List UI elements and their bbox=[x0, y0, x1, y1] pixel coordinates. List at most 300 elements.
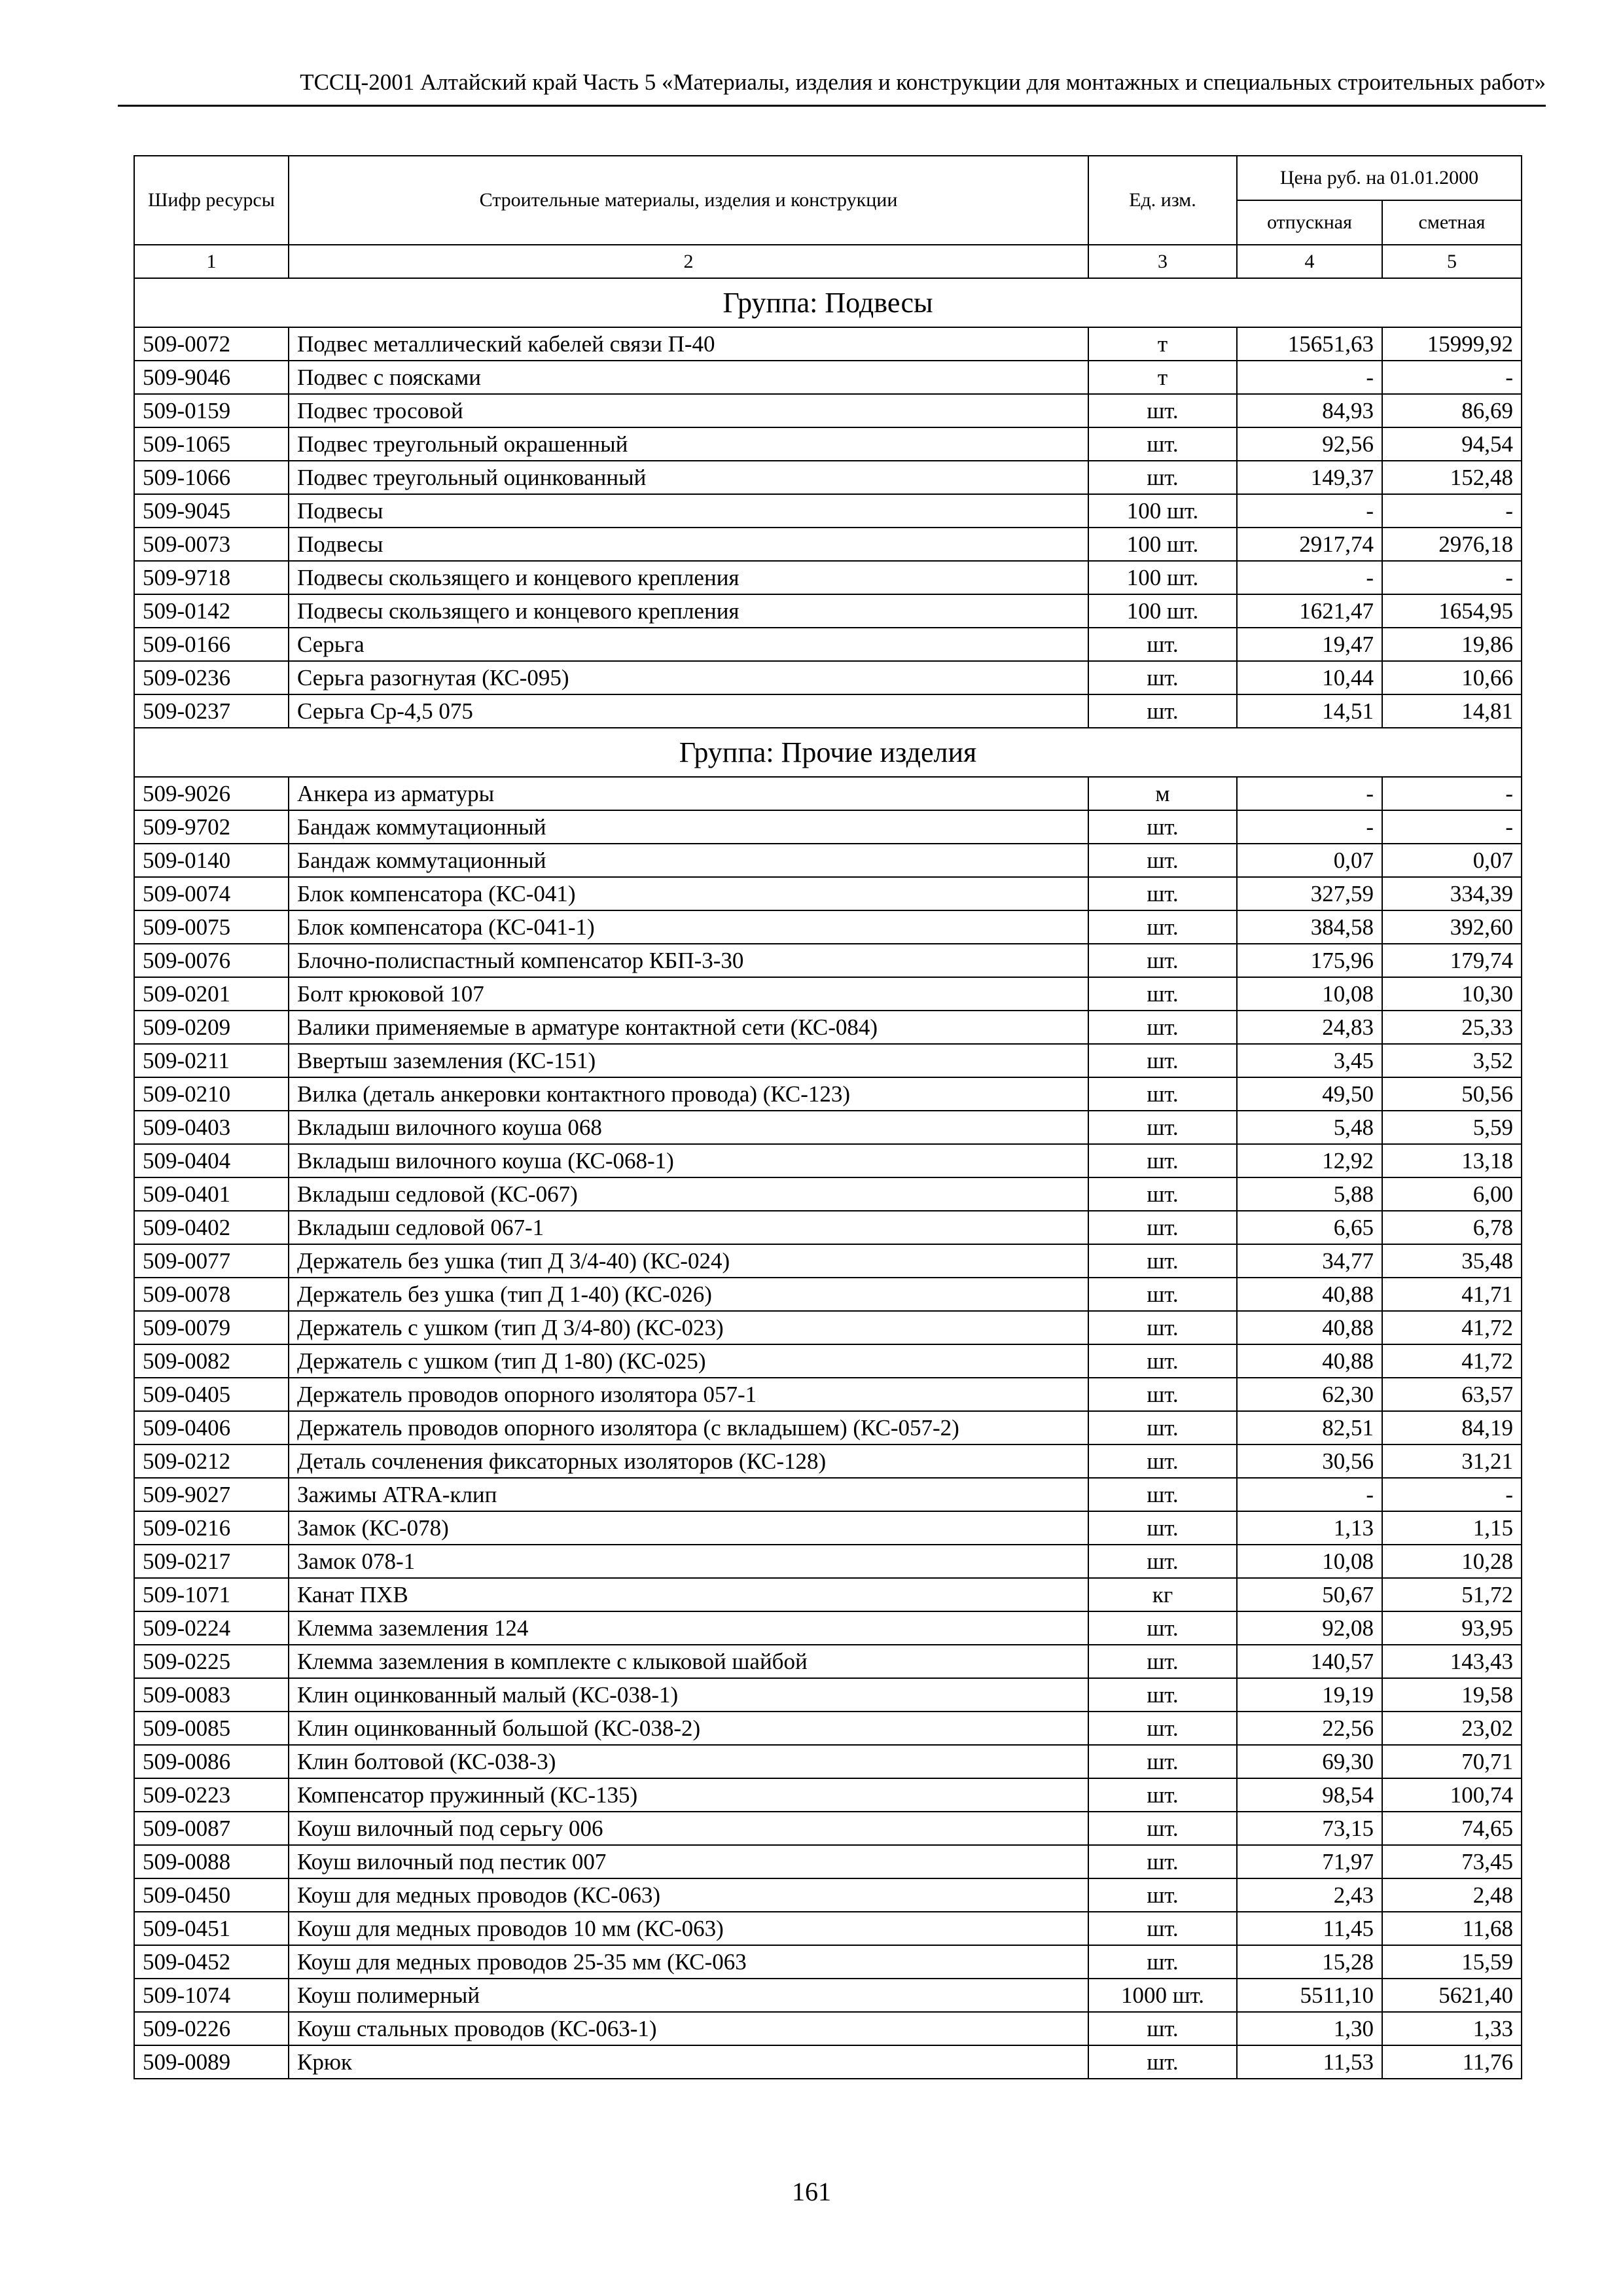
row-code: 509-0211 bbox=[134, 1044, 289, 1077]
row-estimate-price: 15999,92 bbox=[1382, 327, 1522, 361]
row-unit: 100 шт. bbox=[1088, 528, 1237, 561]
row-name: Подвес металлический кабелей связи П-40 bbox=[289, 327, 1088, 361]
row-unit: шт. bbox=[1088, 1177, 1237, 1211]
table-row bbox=[134, 1478, 1522, 1511]
row-estimate-price: 152,48 bbox=[1382, 461, 1522, 494]
row-code: 509-0404 bbox=[134, 1144, 289, 1177]
table-row bbox=[134, 561, 1522, 594]
table-row bbox=[134, 1678, 1522, 1712]
row-estimate-price: 51,72 bbox=[1382, 1578, 1522, 1611]
row-estimate-price: 73,45 bbox=[1382, 1845, 1522, 1878]
row-code: 509-0083 bbox=[134, 1678, 289, 1712]
row-release-price: - bbox=[1237, 494, 1382, 528]
row-estimate-price: 334,39 bbox=[1382, 877, 1522, 910]
row-name: Вкладыш седловой 067-1 bbox=[289, 1211, 1088, 1244]
row-name: Коуш стальных проводов (КС-063-1) bbox=[289, 2012, 1088, 2045]
row-name: Коуш вилочный под серьгу 006 bbox=[289, 1812, 1088, 1845]
table-row bbox=[134, 1177, 1522, 1211]
table-row bbox=[134, 494, 1522, 528]
row-estimate-price: 1654,95 bbox=[1382, 594, 1522, 628]
row-code: 509-0405 bbox=[134, 1378, 289, 1411]
column-number: 1 bbox=[134, 245, 289, 278]
row-unit: шт. bbox=[1088, 910, 1237, 944]
row-release-price: 92,08 bbox=[1237, 1611, 1382, 1645]
table-row bbox=[134, 1044, 1522, 1077]
row-release-price: 11,53 bbox=[1237, 2045, 1382, 2079]
col-code-header: Шифр ресурсы bbox=[134, 156, 289, 245]
row-code: 509-0225 bbox=[134, 1645, 289, 1678]
row-release-price: 175,96 bbox=[1237, 944, 1382, 977]
row-name: Подвесы скользящего и концевого крепления bbox=[289, 594, 1088, 628]
table-row bbox=[134, 628, 1522, 661]
row-unit: шт. bbox=[1088, 944, 1237, 977]
row-release-price: 10,08 bbox=[1237, 1545, 1382, 1578]
row-unit: м bbox=[1088, 777, 1237, 810]
row-name: Держатель с ушком (тип Д 3/4-80) (КС-023) bbox=[289, 1311, 1088, 1344]
row-release-price: - bbox=[1237, 810, 1382, 844]
row-code: 509-0085 bbox=[134, 1712, 289, 1745]
row-code: 509-0237 bbox=[134, 694, 289, 728]
row-unit: шт. bbox=[1088, 1378, 1237, 1411]
row-name: Подвес треугольный окрашенный bbox=[289, 427, 1088, 461]
row-release-price: 50,67 bbox=[1237, 1578, 1382, 1611]
row-release-price: 1,30 bbox=[1237, 2012, 1382, 2045]
row-release-price: 62,30 bbox=[1237, 1378, 1382, 1411]
table-row bbox=[134, 944, 1522, 977]
row-estimate-price: - bbox=[1382, 1478, 1522, 1511]
row-code: 509-9702 bbox=[134, 810, 289, 844]
row-release-price: 0,07 bbox=[1237, 844, 1382, 877]
row-code: 509-0140 bbox=[134, 844, 289, 877]
row-name: Деталь сочленения фиксаторных изоляторов (КС-128) bbox=[289, 1444, 1088, 1478]
row-estimate-price: 11,76 bbox=[1382, 2045, 1522, 2079]
row-estimate-price: 11,68 bbox=[1382, 1912, 1522, 1945]
row-unit: шт. bbox=[1088, 1478, 1237, 1511]
row-code: 509-0210 bbox=[134, 1077, 289, 1111]
row-unit: шт. bbox=[1088, 977, 1237, 1011]
row-code: 509-1074 bbox=[134, 1979, 289, 2012]
group-header-row bbox=[134, 728, 1522, 777]
col-name-header: Строительные материалы, изделия и конструкции bbox=[289, 156, 1088, 245]
row-name: Анкера из арматуры bbox=[289, 777, 1088, 810]
row-estimate-price: - bbox=[1382, 494, 1522, 528]
row-name: Валики применяемые в арматуре контактной сети (КС-084) bbox=[289, 1011, 1088, 1044]
row-code: 509-0401 bbox=[134, 1177, 289, 1211]
table-row bbox=[134, 1712, 1522, 1745]
table-row bbox=[134, 1778, 1522, 1812]
row-code: 509-0452 bbox=[134, 1945, 289, 1979]
table-row bbox=[134, 1444, 1522, 1478]
row-estimate-price: 2976,18 bbox=[1382, 528, 1522, 561]
row-unit: шт. bbox=[1088, 1344, 1237, 1378]
column-number: 4 bbox=[1237, 245, 1382, 278]
table-row bbox=[134, 1645, 1522, 1678]
row-estimate-price: 31,21 bbox=[1382, 1444, 1522, 1478]
row-release-price: 92,56 bbox=[1237, 427, 1382, 461]
row-release-price: 24,83 bbox=[1237, 1011, 1382, 1044]
row-name: Подвесы bbox=[289, 528, 1088, 561]
table-row bbox=[134, 810, 1522, 844]
row-name: Клемма заземления в комплекте с клыковой шайбой bbox=[289, 1645, 1088, 1678]
row-name: Серьга bbox=[289, 628, 1088, 661]
row-release-price: 1621,47 bbox=[1237, 594, 1382, 628]
row-release-price: 3,45 bbox=[1237, 1044, 1382, 1077]
row-code: 509-0212 bbox=[134, 1444, 289, 1478]
row-name: Коуш для медных проводов (КС-063) bbox=[289, 1878, 1088, 1912]
row-estimate-price: 23,02 bbox=[1382, 1712, 1522, 1745]
row-release-price: 1,13 bbox=[1237, 1511, 1382, 1545]
table-row bbox=[134, 461, 1522, 494]
row-code: 509-0450 bbox=[134, 1878, 289, 1912]
row-estimate-price: - bbox=[1382, 361, 1522, 394]
table-row bbox=[134, 694, 1522, 728]
row-name: Держатель проводов опорного изолятора 057-1 bbox=[289, 1378, 1088, 1411]
row-name: Коуш полимерный bbox=[289, 1979, 1088, 2012]
row-name: Клемма заземления 124 bbox=[289, 1611, 1088, 1645]
row-estimate-price: - bbox=[1382, 561, 1522, 594]
row-estimate-price: 41,72 bbox=[1382, 1344, 1522, 1378]
table-row bbox=[134, 361, 1522, 394]
row-estimate-price: 10,66 bbox=[1382, 661, 1522, 694]
row-name: Подвес треугольный оцинкованный bbox=[289, 461, 1088, 494]
row-unit: шт. bbox=[1088, 1878, 1237, 1912]
row-code: 509-0451 bbox=[134, 1912, 289, 1945]
row-release-price: - bbox=[1237, 561, 1382, 594]
row-estimate-price: 19,86 bbox=[1382, 628, 1522, 661]
row-release-price: - bbox=[1237, 1478, 1382, 1511]
row-estimate-price: 74,65 bbox=[1382, 1812, 1522, 1845]
row-release-price: 12,92 bbox=[1237, 1144, 1382, 1177]
row-name: Блок компенсатора (КС-041-1) bbox=[289, 910, 1088, 944]
row-unit: шт. bbox=[1088, 1278, 1237, 1311]
row-unit: шт. bbox=[1088, 1511, 1237, 1545]
row-code: 509-0077 bbox=[134, 1244, 289, 1278]
row-name: Крюк bbox=[289, 2045, 1088, 2079]
row-name: Подвесы bbox=[289, 494, 1088, 528]
price-table bbox=[134, 155, 1522, 2079]
row-name: Клин болтовой (КС-038-3) bbox=[289, 1745, 1088, 1778]
row-name: Зажимы ATRA-клип bbox=[289, 1478, 1088, 1511]
table-row bbox=[134, 1111, 1522, 1144]
row-code: 509-0406 bbox=[134, 1411, 289, 1444]
row-unit: т bbox=[1088, 361, 1237, 394]
row-release-price: 82,51 bbox=[1237, 1411, 1382, 1444]
row-unit: шт. bbox=[1088, 1678, 1237, 1712]
row-estimate-price: 86,69 bbox=[1382, 394, 1522, 427]
row-unit: шт. bbox=[1088, 694, 1237, 728]
row-estimate-price: 2,48 bbox=[1382, 1878, 1522, 1912]
row-unit: шт. bbox=[1088, 810, 1237, 844]
row-estimate-price: 6,00 bbox=[1382, 1177, 1522, 1211]
row-unit: 1000 шт. bbox=[1088, 1979, 1237, 2012]
row-unit: шт. bbox=[1088, 844, 1237, 877]
table-row bbox=[134, 1912, 1522, 1945]
row-unit: шт. bbox=[1088, 461, 1237, 494]
row-name: Клин оцинкованный большой (КС-038-2) bbox=[289, 1712, 1088, 1745]
row-name: Компенсатор пружинный (КС-135) bbox=[289, 1778, 1088, 1812]
table-row bbox=[134, 394, 1522, 427]
row-name: Вкладыш вилочного коуша (КС-068-1) bbox=[289, 1144, 1088, 1177]
row-estimate-price: 14,81 bbox=[1382, 694, 1522, 728]
row-release-price: - bbox=[1237, 777, 1382, 810]
row-release-price: 384,58 bbox=[1237, 910, 1382, 944]
row-code: 509-0224 bbox=[134, 1611, 289, 1645]
row-code: 509-0201 bbox=[134, 977, 289, 1011]
row-unit: шт. bbox=[1088, 1411, 1237, 1444]
row-name: Блок компенсатора (КС-041) bbox=[289, 877, 1088, 910]
row-code: 509-9027 bbox=[134, 1478, 289, 1511]
row-code: 509-0079 bbox=[134, 1311, 289, 1344]
table-row bbox=[134, 1244, 1522, 1278]
table-row bbox=[134, 594, 1522, 628]
row-code: 509-0216 bbox=[134, 1511, 289, 1545]
row-unit: шт. bbox=[1088, 1645, 1237, 1678]
row-unit: шт. bbox=[1088, 1945, 1237, 1979]
row-code: 509-0403 bbox=[134, 1111, 289, 1144]
row-release-price: 5,88 bbox=[1237, 1177, 1382, 1211]
row-unit: шт. bbox=[1088, 1044, 1237, 1077]
row-release-price: 5,48 bbox=[1237, 1111, 1382, 1144]
group-title: Группа: Подвесы bbox=[134, 278, 1522, 327]
row-estimate-price: 0,07 bbox=[1382, 844, 1522, 877]
table-row bbox=[134, 2045, 1522, 2079]
table-row bbox=[134, 1878, 1522, 1912]
row-unit: шт. bbox=[1088, 1745, 1237, 1778]
row-name: Держатель с ушком (тип Д 1-80) (КС-025) bbox=[289, 1344, 1088, 1378]
row-name: Держатель проводов опорного изолятора (с вкладышем) (КС-057-2) bbox=[289, 1411, 1088, 1444]
row-name: Держатель без ушка (тип Д 3/4-40) (КС-024) bbox=[289, 1244, 1088, 1278]
row-estimate-price: 50,56 bbox=[1382, 1077, 1522, 1111]
row-estimate-price: 63,57 bbox=[1382, 1378, 1522, 1411]
row-code: 509-0074 bbox=[134, 877, 289, 910]
row-estimate-price: 392,60 bbox=[1382, 910, 1522, 944]
row-unit: шт. bbox=[1088, 1712, 1237, 1745]
row-name: Держатель без ушка (тип Д 1-40) (КС-026) bbox=[289, 1278, 1088, 1311]
row-release-price: 2,43 bbox=[1237, 1878, 1382, 1912]
row-release-price: 140,57 bbox=[1237, 1645, 1382, 1678]
table-row bbox=[134, 1144, 1522, 1177]
table-row bbox=[134, 877, 1522, 910]
row-release-price: 149,37 bbox=[1237, 461, 1382, 494]
table-row bbox=[134, 528, 1522, 561]
row-code: 509-0159 bbox=[134, 394, 289, 427]
row-estimate-price: 10,30 bbox=[1382, 977, 1522, 1011]
table-row bbox=[134, 910, 1522, 944]
row-name: Вкладыш вилочного коуша 068 bbox=[289, 1111, 1088, 1144]
row-name: Вкладыш седловой (КС-067) bbox=[289, 1177, 1088, 1211]
column-number-row bbox=[134, 245, 1522, 278]
row-estimate-price: 5,59 bbox=[1382, 1111, 1522, 1144]
row-release-price: 327,59 bbox=[1237, 877, 1382, 910]
row-code: 509-1065 bbox=[134, 427, 289, 461]
column-number: 3 bbox=[1088, 245, 1237, 278]
row-unit: шт. bbox=[1088, 1812, 1237, 1845]
col-unit-header: Ед. изм. bbox=[1088, 156, 1237, 245]
row-name: Бандаж коммутационный bbox=[289, 810, 1088, 844]
row-unit: шт. bbox=[1088, 1211, 1237, 1244]
table-row bbox=[134, 1845, 1522, 1878]
col-release-price-header: отпускная bbox=[1237, 200, 1382, 245]
row-code: 509-0402 bbox=[134, 1211, 289, 1244]
row-release-price: 40,88 bbox=[1237, 1278, 1382, 1311]
row-name: Серьга Ср-4,5 075 bbox=[289, 694, 1088, 728]
row-code: 509-0075 bbox=[134, 910, 289, 944]
column-number: 5 bbox=[1382, 245, 1522, 278]
row-unit: 100 шт. bbox=[1088, 561, 1237, 594]
row-release-price: 19,19 bbox=[1237, 1678, 1382, 1712]
table-body bbox=[134, 278, 1522, 2079]
table-row bbox=[134, 1378, 1522, 1411]
table-row bbox=[134, 327, 1522, 361]
row-unit: 100 шт. bbox=[1088, 594, 1237, 628]
page-number: 161 bbox=[792, 2177, 831, 2206]
row-release-price: 19,47 bbox=[1237, 628, 1382, 661]
table-row bbox=[134, 1945, 1522, 1979]
table-row bbox=[134, 1545, 1522, 1578]
row-unit: шт. bbox=[1088, 877, 1237, 910]
row-code: 509-0073 bbox=[134, 528, 289, 561]
row-estimate-price: 94,54 bbox=[1382, 427, 1522, 461]
row-unit: шт. bbox=[1088, 661, 1237, 694]
row-release-price: 40,88 bbox=[1237, 1311, 1382, 1344]
row-code: 509-9046 bbox=[134, 361, 289, 394]
row-code: 509-0223 bbox=[134, 1778, 289, 1812]
row-release-price: 15,28 bbox=[1237, 1945, 1382, 1979]
row-code: 509-9045 bbox=[134, 494, 289, 528]
column-number: 2 bbox=[289, 245, 1088, 278]
table-row bbox=[134, 1278, 1522, 1311]
row-code: 509-0087 bbox=[134, 1812, 289, 1845]
row-release-price: 34,77 bbox=[1237, 1244, 1382, 1278]
row-estimate-price: 100,74 bbox=[1382, 1778, 1522, 1812]
row-name: Коуш для медных проводов 10 мм (КС-063) bbox=[289, 1912, 1088, 1945]
row-release-price: 10,08 bbox=[1237, 977, 1382, 1011]
row-code: 509-0076 bbox=[134, 944, 289, 977]
table-row bbox=[134, 1011, 1522, 1044]
row-name: Болт крюковой 107 bbox=[289, 977, 1088, 1011]
row-code: 509-9718 bbox=[134, 561, 289, 594]
group-title: Группа: Прочие изделия bbox=[134, 728, 1522, 777]
row-unit: шт. bbox=[1088, 1011, 1237, 1044]
row-name: Ввертыш заземления (КС-151) bbox=[289, 1044, 1088, 1077]
row-unit: шт. bbox=[1088, 394, 1237, 427]
table-row bbox=[134, 427, 1522, 461]
row-unit: шт. bbox=[1088, 2045, 1237, 2079]
row-release-price: - bbox=[1237, 361, 1382, 394]
row-code: 509-0088 bbox=[134, 1845, 289, 1878]
row-estimate-price: 70,71 bbox=[1382, 1745, 1522, 1778]
row-release-price: 98,54 bbox=[1237, 1778, 1382, 1812]
row-release-price: 5511,10 bbox=[1237, 1979, 1382, 2012]
row-name: Бандаж коммутационный bbox=[289, 844, 1088, 877]
row-release-price: 84,93 bbox=[1237, 394, 1382, 427]
row-unit: шт. bbox=[1088, 1144, 1237, 1177]
row-unit: 100 шт. bbox=[1088, 494, 1237, 528]
row-release-price: 71,97 bbox=[1237, 1845, 1382, 1878]
row-name: Замок (КС-078) bbox=[289, 1511, 1088, 1545]
row-name: Подвес с поясками bbox=[289, 361, 1088, 394]
row-name: Серьга разогнутая (КС-095) bbox=[289, 661, 1088, 694]
row-name: Подвесы скользящего и концевого крепления bbox=[289, 561, 1088, 594]
row-release-price: 14,51 bbox=[1237, 694, 1382, 728]
group-header-row bbox=[134, 278, 1522, 327]
row-unit: шт. bbox=[1088, 1077, 1237, 1111]
table-row bbox=[134, 1211, 1522, 1244]
row-unit: шт. bbox=[1088, 1111, 1237, 1144]
row-code: 509-1066 bbox=[134, 461, 289, 494]
row-code: 509-0078 bbox=[134, 1278, 289, 1311]
row-code: 509-0086 bbox=[134, 1745, 289, 1778]
row-release-price: 49,50 bbox=[1237, 1077, 1382, 1111]
row-estimate-price: 1,15 bbox=[1382, 1511, 1522, 1545]
table-row bbox=[134, 1311, 1522, 1344]
row-release-price: 10,44 bbox=[1237, 661, 1382, 694]
table-row bbox=[134, 661, 1522, 694]
row-estimate-price: 13,18 bbox=[1382, 1144, 1522, 1177]
row-release-price: 30,56 bbox=[1237, 1444, 1382, 1478]
row-unit: шт. bbox=[1088, 1545, 1237, 1578]
row-unit: шт. bbox=[1088, 1444, 1237, 1478]
row-estimate-price: 179,74 bbox=[1382, 944, 1522, 977]
table-row bbox=[134, 777, 1522, 810]
row-name: Вилка (деталь анкеровки контактного провода) (КС-123) bbox=[289, 1077, 1088, 1111]
row-estimate-price: 41,72 bbox=[1382, 1311, 1522, 1344]
row-code: 509-0217 bbox=[134, 1545, 289, 1578]
table-row bbox=[134, 844, 1522, 877]
row-estimate-price: 10,28 bbox=[1382, 1545, 1522, 1578]
row-estimate-price: 35,48 bbox=[1382, 1244, 1522, 1278]
table-row bbox=[134, 1611, 1522, 1645]
row-code: 509-0142 bbox=[134, 594, 289, 628]
table-row bbox=[134, 977, 1522, 1011]
row-code: 509-0089 bbox=[134, 2045, 289, 2079]
row-unit: шт. bbox=[1088, 1912, 1237, 1945]
row-unit: шт. bbox=[1088, 1778, 1237, 1812]
row-release-price: 22,56 bbox=[1237, 1712, 1382, 1745]
table-row bbox=[134, 1578, 1522, 1611]
row-name: Замок 078-1 bbox=[289, 1545, 1088, 1578]
table-row bbox=[134, 1411, 1522, 1444]
row-unit: шт. bbox=[1088, 1244, 1237, 1278]
row-release-price: 2917,74 bbox=[1237, 528, 1382, 561]
table-row bbox=[134, 1979, 1522, 2012]
row-name: Блочно-полиспастный компенсатор КБП-3-30 bbox=[289, 944, 1088, 977]
row-estimate-price: 41,71 bbox=[1382, 1278, 1522, 1311]
row-unit: шт. bbox=[1088, 2012, 1237, 2045]
row-estimate-price: 25,33 bbox=[1382, 1011, 1522, 1044]
row-estimate-price: 15,59 bbox=[1382, 1945, 1522, 1979]
table-row bbox=[134, 1511, 1522, 1545]
row-name: Клин оцинкованный малый (КС-038-1) bbox=[289, 1678, 1088, 1712]
row-unit: шт. bbox=[1088, 1845, 1237, 1878]
row-release-price: 11,45 bbox=[1237, 1912, 1382, 1945]
row-estimate-price: - bbox=[1382, 810, 1522, 844]
row-name: Канат ПХВ bbox=[289, 1578, 1088, 1611]
row-name: Коуш для медных проводов 25-35 мм (КС-063 bbox=[289, 1945, 1088, 1979]
table-row bbox=[134, 1344, 1522, 1378]
table-row bbox=[134, 1745, 1522, 1778]
row-code: 509-0166 bbox=[134, 628, 289, 661]
row-unit: шт. bbox=[1088, 1611, 1237, 1645]
row-code: 509-0226 bbox=[134, 2012, 289, 2045]
row-name: Подвес тросовой bbox=[289, 394, 1088, 427]
col-estimate-price-header: сметная bbox=[1382, 200, 1522, 245]
row-estimate-price: 5621,40 bbox=[1382, 1979, 1522, 2012]
row-code: 509-1071 bbox=[134, 1578, 289, 1611]
row-unit: шт. bbox=[1088, 427, 1237, 461]
row-release-price: 6,65 bbox=[1237, 1211, 1382, 1244]
row-release-price: 73,15 bbox=[1237, 1812, 1382, 1845]
